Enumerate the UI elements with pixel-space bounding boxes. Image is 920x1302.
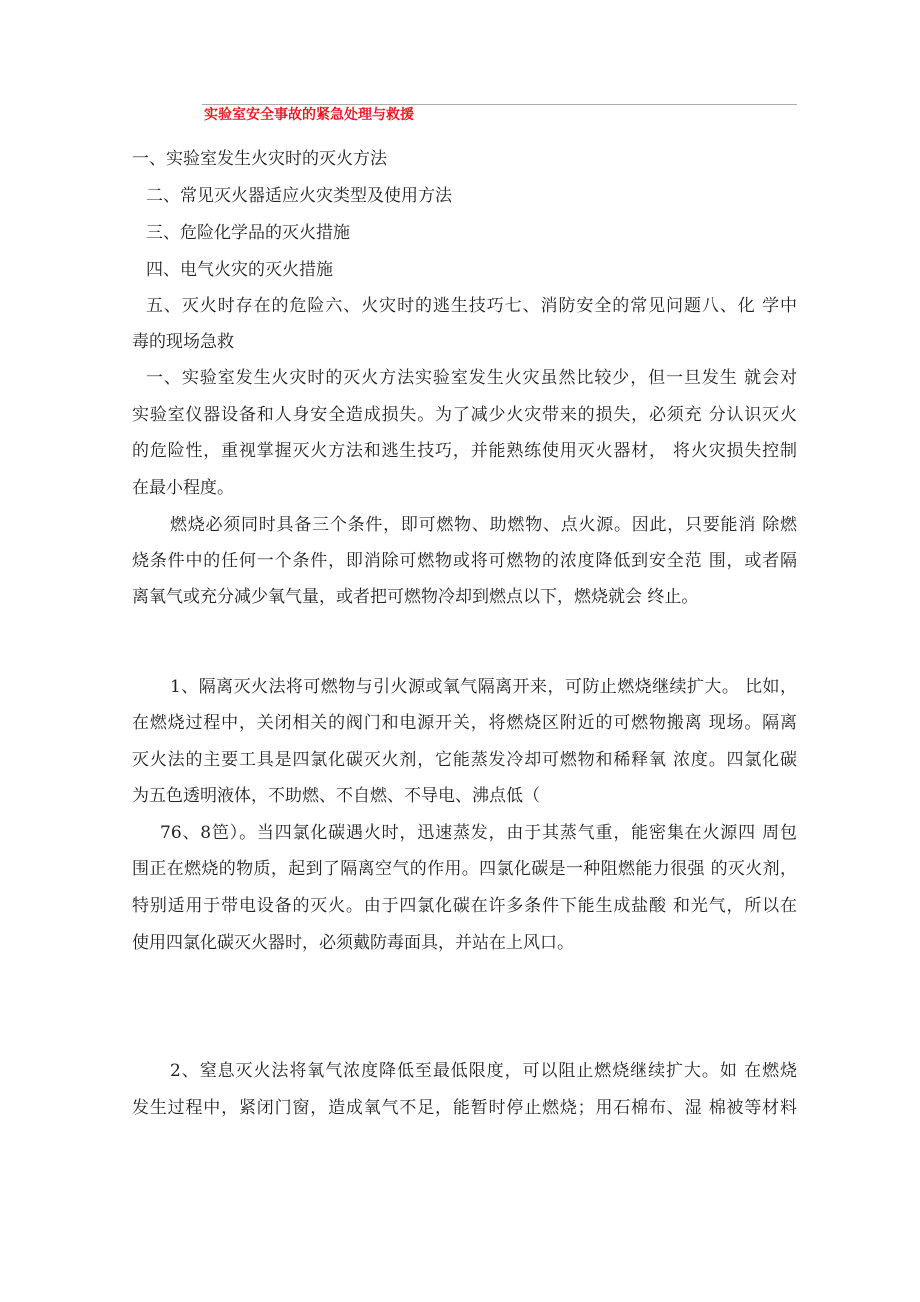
paragraph-line: 燃烧必须同时具备三个条件，即可燃物、助燃物、点火源。因此，只要能消 除燃 xyxy=(170,515,797,535)
paragraph-line: 发生过程中，紧闭门窗，造成氧气不足，能暂时停止燃烧；用石棉布、湿 棉被等材料 xyxy=(132,1098,797,1118)
paragraph-line: 烧条件中的任何一个条件，即消除可燃物或将可燃物的浓度降低到安全范 围，或者隔 xyxy=(132,551,797,571)
paragraph-line: 1、隔离灭火法将可燃物与引火源或氧气隔离开来，可防止燃烧继续扩大。 比如， xyxy=(170,677,797,697)
paragraph-line: 灭火法的主要工具是四氯化碳灭火剂，它能蒸发冷却可燃物和稀释氧 浓度。四氯化碳 xyxy=(132,750,797,770)
paragraph-line: 在燃烧过程中，关闭相关的阀门和电源开关，将燃烧区附近的可燃物搬离 现场。隔离 xyxy=(132,713,797,733)
paragraph-line: 为五色透明液体，不助燃、不自燃、不导电、沸点低（ xyxy=(132,786,540,806)
paragraph-line: 围正在燃烧的物质，起到了隔离空气的作用。四氯化碳是一种阻燃能力很强 的灭火剂， xyxy=(132,859,797,879)
paragraph-line: 2、窒息灭火法将氧气浓度降低至最低限度，可以阻止燃烧继续扩大。如 在燃烧 xyxy=(170,1061,797,1081)
toc-item: 四、电气火灾的灭火措施 xyxy=(146,260,333,280)
paragraph-line: 实验室仪器设备和人身安全造成损失。为了减少火灾带来的损失，必须充 分认识灭火 xyxy=(132,405,797,425)
paragraph-line: 的危险性，重视掌握灭火方法和逃生技巧，并能熟练使用灭火器材， 将火灾损失控制 xyxy=(132,441,797,461)
toc-item: 五、灭火时存在的危险六、火灾时的逃生技巧七、消防安全的常见问题八、化 学中 xyxy=(146,296,797,316)
toc-item: 一、实验室发生火灾时的灭火方法 xyxy=(132,149,387,169)
document-title: 实验室安全事故的紧急处理与救援 xyxy=(204,107,414,123)
toc-item: 毒的现场急救 xyxy=(132,332,234,352)
paragraph-line: 在最小程度。 xyxy=(132,478,234,498)
paragraph-line: 一、实验室发生火灾时的灭火方法实验室发生火灾虽然比较少，但一旦发生 就会对 xyxy=(146,368,797,388)
paragraph-line: 76、8笆）。当四氯化碳遇火时，迅速蒸发，由于其蒸气重，能密集在火源四 周包 xyxy=(160,823,797,843)
paragraph-line: 特别适用于带电设备的灭火。由于四氯化碳在许多条件下能生成盐酸 和光气，所以在 xyxy=(132,896,797,916)
paragraph-line: 离氧气或充分减少氧气量，或者把可燃物冷却到燃点以下，燃烧就会 终止。 xyxy=(132,587,699,607)
toc-item: 三、危险化学品的灭火措施 xyxy=(146,223,350,243)
paragraph-line: 使用四氯化碳灭火器时，必须戴防毒面具，并站在上风口。 xyxy=(132,933,574,953)
toc-item: 二、常见灭火器适应火灾类型及使用方法 xyxy=(146,186,452,206)
